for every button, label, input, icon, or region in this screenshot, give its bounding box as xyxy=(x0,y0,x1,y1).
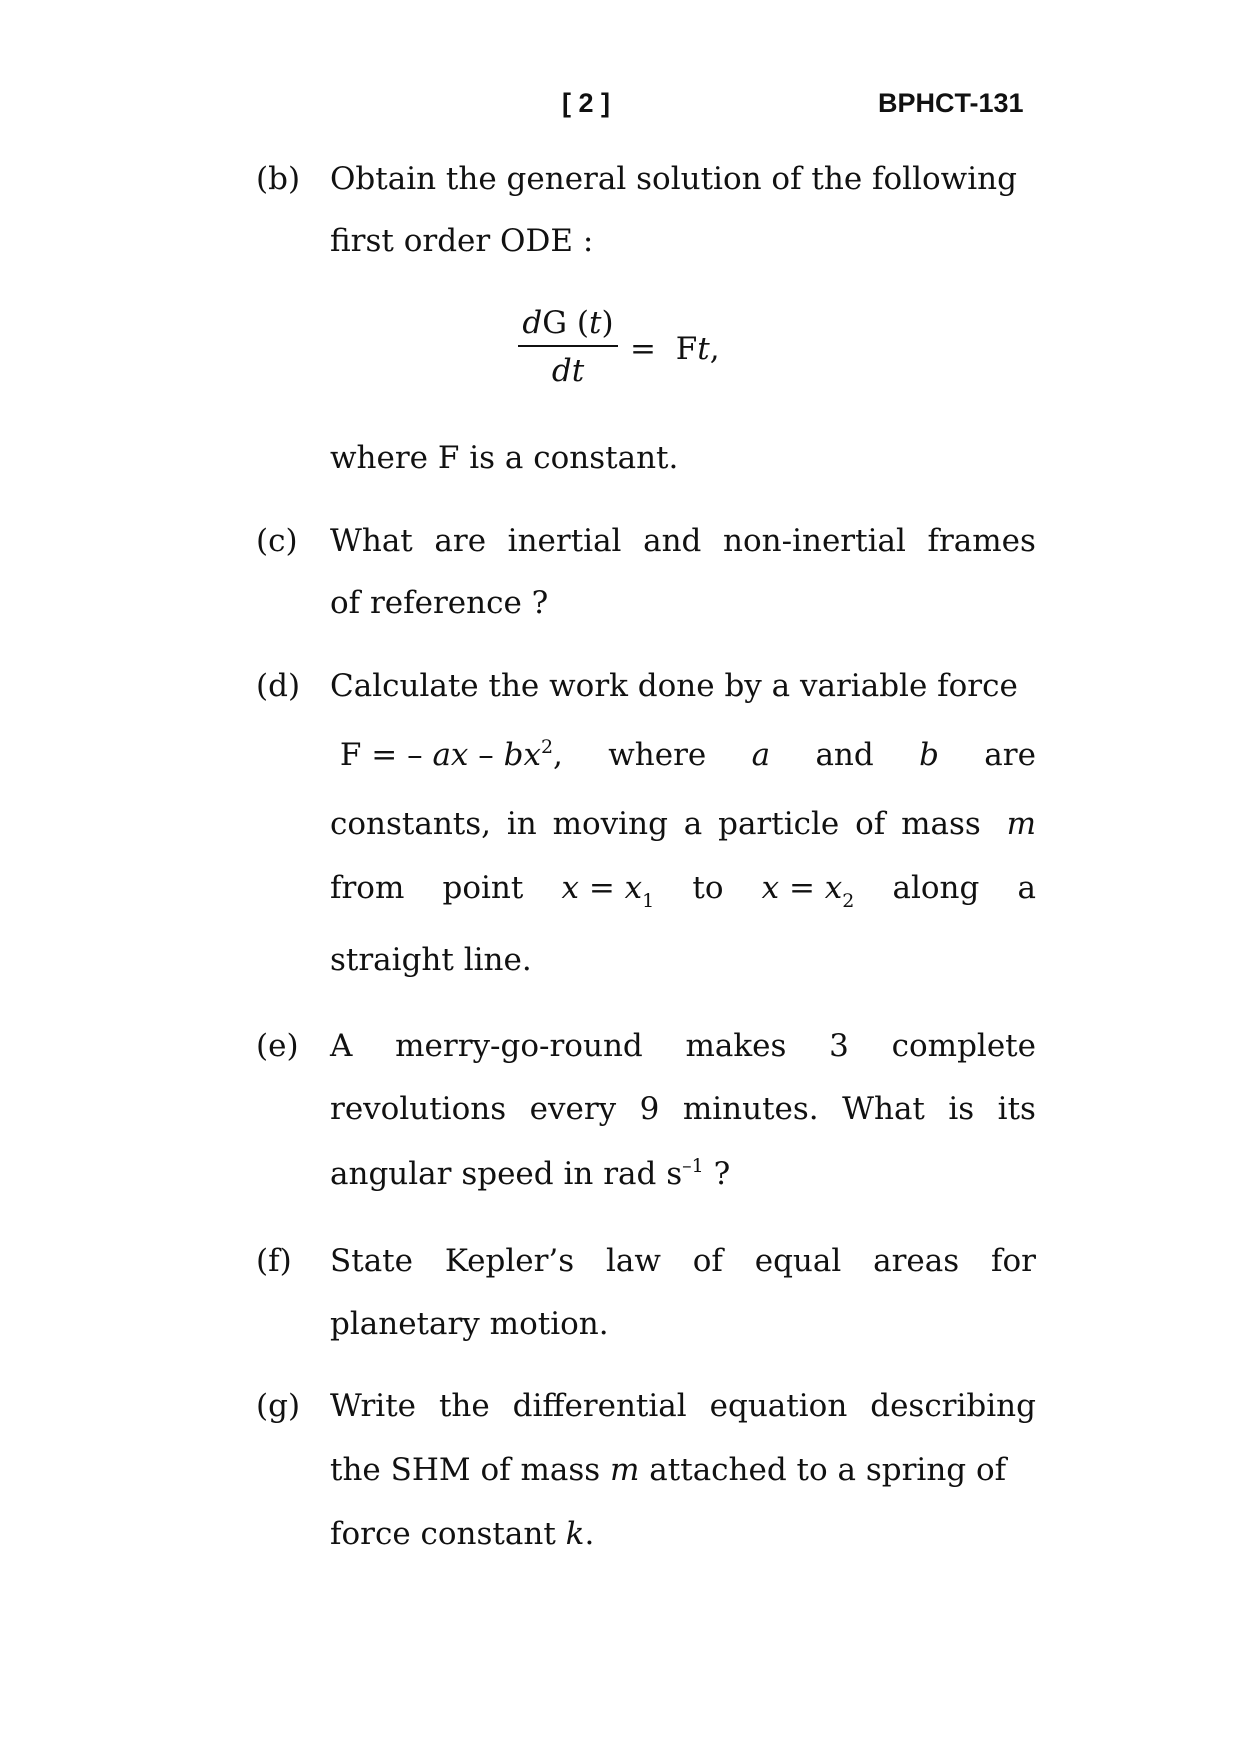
equation-fraction xyxy=(518,305,618,389)
question-label: (f) xyxy=(256,1243,292,1279)
force-formula: F = – ax – $bx^2$, xyxy=(339,736,563,773)
question-text: Obtain the general solution of the following xyxy=(330,161,1017,197)
question-text: A merry-go-round makes 3 complete xyxy=(330,1028,1036,1064)
question-text: planetary motion. xyxy=(330,1306,609,1342)
question-text: constants, in moving a particle of mass m xyxy=(330,806,1036,842)
question-label: (d) xyxy=(256,668,301,704)
question-text: straight line. xyxy=(330,942,532,978)
question-text: the SHM of mass m attached to a spring of xyxy=(330,1452,1007,1488)
question-text: of reference ? xyxy=(330,585,549,621)
question-text: F = – ax – $bx^2$, where a and b are xyxy=(330,737,1036,773)
question-text: force constant k. xyxy=(330,1516,595,1552)
question-text: Calculate the work done by a variable force xyxy=(330,668,1018,704)
question-label: (c) xyxy=(256,523,298,559)
question-text: from point $x = x_1$ to $x = x_2$ along a xyxy=(330,870,1036,912)
fraction-bar xyxy=(518,345,618,347)
question-text: angular speed in rad $s^{-1}$ ? xyxy=(330,1155,731,1192)
question-label: (b) xyxy=(256,161,301,197)
question-text: where F is a constant. xyxy=(330,440,679,476)
question-text: State Kepler’s law of equal areas for xyxy=(330,1243,1036,1279)
question-text: What are inertial and non-inertial frames xyxy=(330,523,1036,559)
page-number: [ 2 ] xyxy=(562,88,611,118)
question-label: (g) xyxy=(256,1388,301,1424)
question-text: first order ODE : xyxy=(330,223,594,259)
equation-rhs: = Ft, xyxy=(630,331,720,367)
question-label: (e) xyxy=(256,1028,299,1064)
question-text: revolutions every 9 minutes. What is its xyxy=(330,1091,1036,1127)
fraction-numerator: dG (t) xyxy=(522,305,614,341)
question-text: Write the differential equation describing xyxy=(330,1388,1036,1424)
course-code: BPHCT-131 xyxy=(878,88,1024,118)
fraction-denominator: dt xyxy=(551,353,585,389)
